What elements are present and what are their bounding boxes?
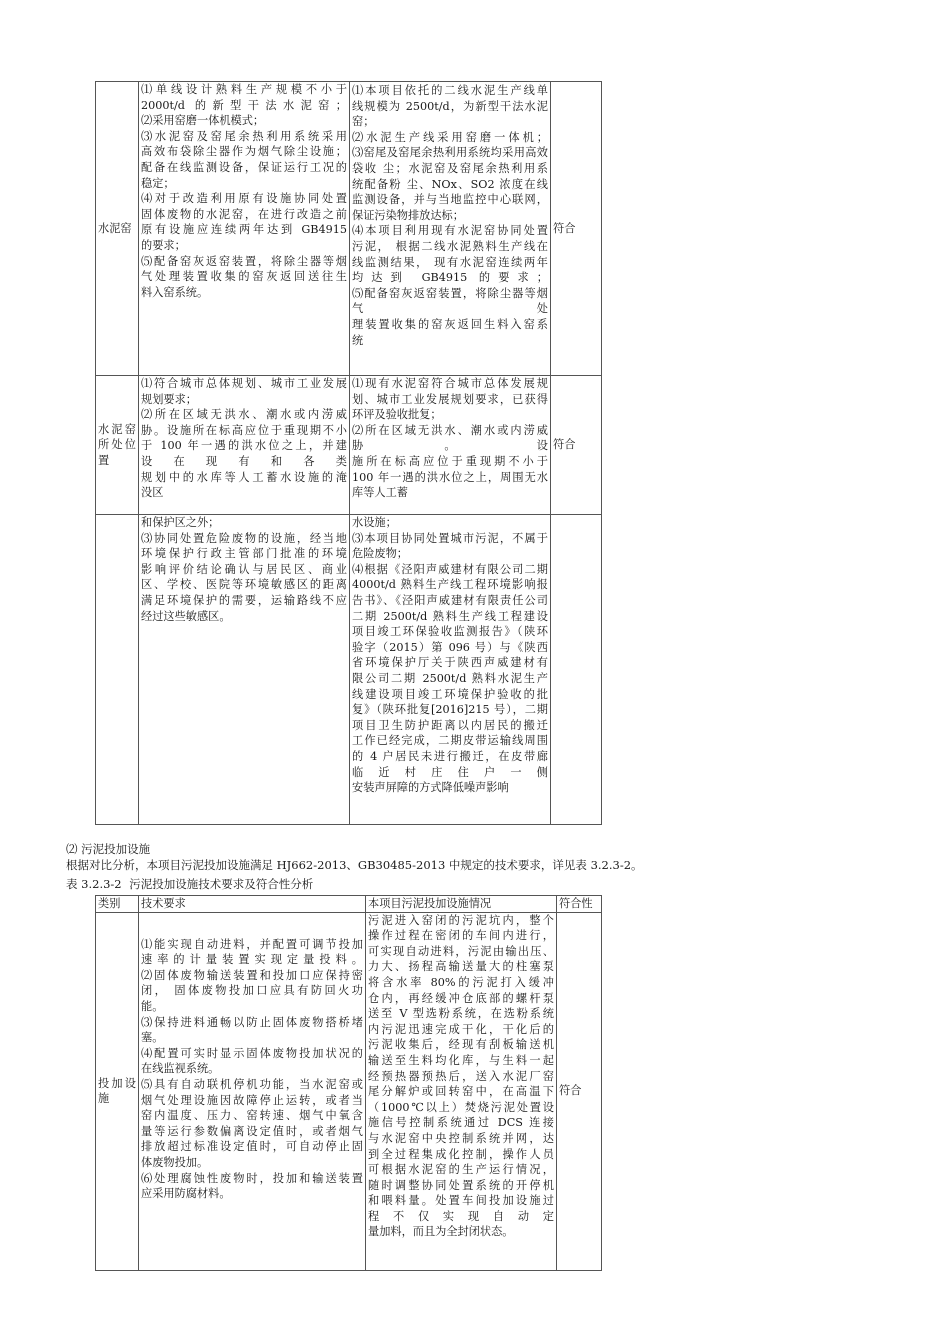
situation-cell — [350, 515, 551, 825]
requirement-cell — [139, 515, 350, 825]
text-line: 验字（2015）第 096 号）与《陕西 — [352, 640, 548, 654]
text-line: ⑵所在区域无洪水、潮水或内涝威 — [141, 408, 347, 422]
text-line: 在线监视系统。 — [141, 1062, 220, 1076]
text-line: 划、城市工业发展规划要求，已获得 — [352, 392, 548, 406]
text-line: 均达到 GB4915 的要求； — [352, 271, 548, 285]
category-cell — [96, 515, 139, 825]
table-row — [96, 912, 602, 1270]
header-compliance: 符合性 — [557, 896, 602, 913]
category-cell — [96, 912, 139, 1270]
text-line: 复》（陕环批复[2016]215 号），二期 — [352, 703, 548, 717]
text-line: 能。 — [141, 999, 164, 1013]
text-line: 工作已经完成，二期皮带运输线周围 — [352, 734, 548, 748]
text-line: 监测设备，并与当地监控中心联网， — [352, 193, 548, 207]
text-line: 设在现有和各类 — [141, 454, 347, 468]
table-caption-title: 污泥投加设施技术要求及符合性分析 — [129, 877, 314, 891]
text-line: 省环境保护厅关于陕西声威建材有 — [352, 656, 548, 670]
text-line: 没区 — [141, 486, 164, 500]
text-line: 库等人工蓄 — [352, 486, 408, 500]
text-line: 施所在标高应位于重现期不小于 — [352, 454, 548, 468]
text-line: ⑸配备窑灰返窑装置，将除尘器等烟 — [352, 286, 548, 300]
text-line: 窑； — [352, 115, 375, 129]
text-line: 施信号控制系统通过 DCS 连接 — [368, 1116, 554, 1130]
text-line: ⑶窑尾及窑尾余热利用系统均采用高效 — [352, 146, 548, 160]
text-line: 的要求； — [141, 238, 186, 252]
text-line: 将含水率 80%的污泥打入缓冲 — [368, 975, 554, 989]
text-line: 的 4 户居民未进行搬迁，在皮带廊 — [352, 749, 548, 763]
feeding-facility-table — [95, 895, 602, 1271]
text-line: 环评及验收批复； — [352, 408, 442, 422]
text-line: 力大、扬程高输送量大的柱塞泵 — [368, 960, 554, 974]
text-line: 稳定； — [141, 176, 175, 190]
text-line: 随时调整协同处置系统的开停机 — [368, 1178, 554, 1192]
text-line: 料入窑系统。 — [141, 285, 209, 299]
text-line: 窑内温度、压力、窑转速、烟气中氧含 — [141, 1109, 363, 1123]
requirement-cell — [139, 912, 366, 1270]
text-line: 与水泥窑中央控制系统并网，达 — [368, 1131, 554, 1145]
text-line: ⑷配置可实时显示固体废物投加状况的 — [141, 1046, 363, 1060]
text-line: ⑵固体废物输送装置和投加口应保持密 — [141, 968, 363, 982]
text-line: 输送至生料均化库，与生料一起 — [368, 1053, 554, 1067]
text-line: 置 — [98, 453, 110, 467]
text-line: ⑵水泥生产线采用窑磨一体机； — [352, 130, 548, 144]
text-line: ⑶协同处置危险废物的设施，经当地 — [141, 531, 347, 545]
situation-cell — [350, 82, 551, 376]
text-line: 气处 — [352, 302, 548, 316]
text-line: 线监测结果， 现有水泥窑连续两年 — [352, 255, 548, 269]
text-line: 临近村庄住户一侧 — [352, 765, 548, 779]
text-line: ⑴现有水泥窑符合城市总体发展规 — [352, 377, 548, 390]
text-line: 到全过程集成化控制，操作人员 — [368, 1147, 554, 1161]
text-line: ⑴单线设计熟料生产规模不小于 — [141, 83, 347, 96]
text-line: 线规模为 2500t/d，为新型干法水泥 — [352, 99, 548, 113]
table-row — [96, 376, 602, 515]
text-line: 体废物投加。 — [141, 1155, 209, 1169]
text-line: 和保护区之外； — [141, 516, 220, 529]
text-line: 规划要求； — [141, 392, 197, 406]
text-line: 统 — [352, 333, 364, 347]
text-line: 经预热器预热后，送入水泥厂窑 — [368, 1069, 554, 1083]
table-row — [96, 515, 602, 825]
text-line: 和喂料量。处置车间投加设施过 — [368, 1194, 554, 1208]
text-line: 满足环境保护的需要，运输路线不应 — [141, 593, 347, 607]
text-line: 可根据水泥窑的生产运行情况， — [368, 1163, 554, 1177]
text-line: 项目竣工环保验收监测报告》（陕环 — [352, 625, 548, 639]
text-line: ⑵采用窑磨一体机模式； — [141, 114, 265, 128]
text-line: （1000℃以上）焚烧污泥处置设 — [368, 1100, 554, 1114]
text-line: ⑹处理腐蚀性废物时，投加和输送装置 — [141, 1171, 363, 1185]
text-line: 告书》、《泾阳声威建材有限责任公司 — [352, 593, 548, 607]
text-line: ⑶水泥窑及窑尾余热利用系统采用 — [141, 129, 347, 143]
compliance-cell: 符合 — [551, 376, 602, 515]
category-cell — [96, 376, 139, 515]
text-line: 程不仅实现自动定 — [368, 1209, 554, 1223]
requirements-table-kiln — [95, 81, 602, 825]
text-line: 可实现自动进料，污泥由输出压、 — [368, 944, 554, 958]
text-line: 规划中的水库等人工蓄水设施的淹 — [141, 470, 347, 484]
text-line: 高效布袋除尘器作为烟气除尘设施； — [141, 145, 347, 159]
text-line: 100 年一遇的洪水位之上，周围无水 — [352, 470, 548, 484]
text-line: 影响评价结论确认与居民区、商业 — [141, 562, 347, 576]
text-line: 污泥， 根据二线水泥熟料生产线在 — [352, 239, 548, 253]
text-line: 配备在线监测设备，保证运行工况的 — [141, 160, 347, 174]
text-line: ⑷对于改造利用原有设施协同处置 — [141, 192, 347, 206]
text-line: 限公司二期 2500t/d 熟料水泥生产 — [352, 671, 548, 685]
text-line: 安装声屏障的方式降低噪声影响 — [352, 781, 509, 795]
section-heading: ⑵ 污泥投加设施 — [66, 842, 151, 856]
header-category: 类别 — [96, 896, 139, 913]
text-line: 2000t/d 的新型干法水泥窑； — [141, 98, 347, 112]
text-line: 污泥收集后，经现有刮板输送机 — [368, 1038, 554, 1052]
text-line: 气处理装置收集的窑灰返回送往生 — [141, 270, 347, 284]
text-line: 统配备粉 尘、NOx、SO2 浓度在线 — [352, 177, 548, 191]
text-line: 烟气处理设施因故障停止运转，或者当 — [141, 1093, 363, 1107]
text-line: 应采用防腐材料。 — [141, 1187, 231, 1201]
text-line: 项目卫生防护距离以内居民的搬迁 — [352, 718, 548, 732]
text-line: ⑷根据《泾阳声威建材有限公司二期 — [352, 562, 548, 576]
text-line: 二期 2500t/d 熟料生产线工程建设 — [352, 609, 548, 623]
table-row — [96, 82, 602, 376]
text-line: 尾分解炉或回转窑中，在高温下 — [368, 1085, 554, 1099]
text-line: 排放超过标准设定值时，可自动停止固 — [141, 1140, 363, 1154]
text-line: 污泥进入窑闭的污泥坑内，整个 — [368, 913, 554, 927]
text-line: 量加料，而且为全封闭状态。 — [368, 1225, 514, 1239]
compliance-cell — [551, 515, 602, 825]
text-line: 所处位 — [98, 438, 136, 452]
category-cell: 水泥窑 — [96, 82, 139, 376]
text-line: 袋收 尘；水泥窑及窑尾余热利用系 — [352, 161, 548, 175]
text-line: ⑶本项目协同处置城市污泥，不属于 — [352, 531, 548, 545]
text-line: ⑶保持进料通畅以防止固体废物搭桥堵 — [141, 1015, 363, 1029]
requirement-cell — [139, 82, 350, 376]
text-line: 环境保护行政主管部门批准的环境 — [141, 547, 347, 561]
text-line: 送至 V 型选粉系统，在选粉系统 — [368, 1007, 554, 1021]
text-line: 胁。设 — [352, 439, 548, 453]
text-line: ⑵所在区域无洪水、潮水或内涝威 — [352, 423, 548, 437]
compliance-cell: 符合 — [551, 82, 602, 376]
text-line: 仓内，再经缓冲仓底部的螺杆泵 — [368, 991, 554, 1005]
text-line: 固体废物的水泥窑，在进行改造之前 — [141, 207, 347, 221]
text-line: 塞。 — [141, 1031, 164, 1045]
text-line: ⑸具有自动联机停机功能，当水泥窑或 — [141, 1077, 363, 1091]
text-line: 4000t/d 熟料生产线工程环境影响报 — [352, 578, 548, 592]
text-line: 水设施； — [352, 516, 397, 529]
text-line: 胁。设施所在标高应位于重现期不小 — [141, 423, 347, 437]
text-line: 理装置收集的窑灰返回生料入窑系 — [352, 317, 548, 331]
text-line: 量等运行参数偏离设定值时，或者烟气 — [141, 1124, 363, 1138]
text-line: ⑴能实现自动进料，并配置可调节投加 — [141, 937, 363, 951]
text-line: 水泥窑 — [98, 422, 136, 436]
situation-cell — [366, 912, 557, 1270]
text-line: ⑴符合城市总体规划、城市工业发展 — [141, 377, 347, 390]
text-line: 保证污染物排放达标； — [352, 208, 464, 222]
text-line: 速率的计量装置实现定量投料。 — [141, 953, 363, 967]
text-line: 危险废物； — [352, 547, 408, 561]
text-line: 经过这些敏感区。 — [141, 609, 231, 623]
text-line: ⑸配备窑灰返窑装置，将除尘器等烟 — [141, 254, 347, 268]
header-situation: 本项目污泥投加设施情况 — [366, 896, 557, 913]
text-line: 投加设 — [98, 1076, 136, 1090]
text-line: 施 — [98, 1092, 110, 1106]
text-line: 内污泥迅速完成干化，干化后的 — [368, 1022, 554, 1036]
header-requirement: 技术要求 — [139, 896, 366, 913]
compliance-cell: 符合 — [557, 912, 602, 1270]
situation-cell — [350, 376, 551, 515]
text-line: 于 100 年一遇的洪水位之上，并建 — [141, 439, 347, 453]
text-line: 原有设施应连续两年达到 GB4915 — [141, 223, 347, 237]
text-line: 线建设项目竣工环境保护验收的批 — [352, 687, 548, 701]
text-line: 区、学校、医院等环境敏感区的距离 — [141, 578, 347, 592]
text-line: ⑴本项目依托的二线水泥生产线单 — [352, 84, 548, 97]
table-caption — [66, 876, 317, 892]
text-line: 闭， 固体废物投加口应具有防回火功 — [141, 984, 363, 998]
section-body: 根据对比分析，本项目污泥投加设施满足 HJ662-2013、GB30485-2013 中规定的技术要求，详见表 3.2.3-2。 — [66, 858, 643, 872]
text-line: 操作过程在密闭的车间内进行， — [368, 929, 554, 943]
requirement-cell — [139, 376, 350, 515]
table-caption-label: 表 3.2.3-2 — [66, 877, 122, 891]
text-line: ⑷本项目利用现有水泥窑协同处置 — [352, 224, 548, 238]
table-header-row — [96, 896, 602, 913]
